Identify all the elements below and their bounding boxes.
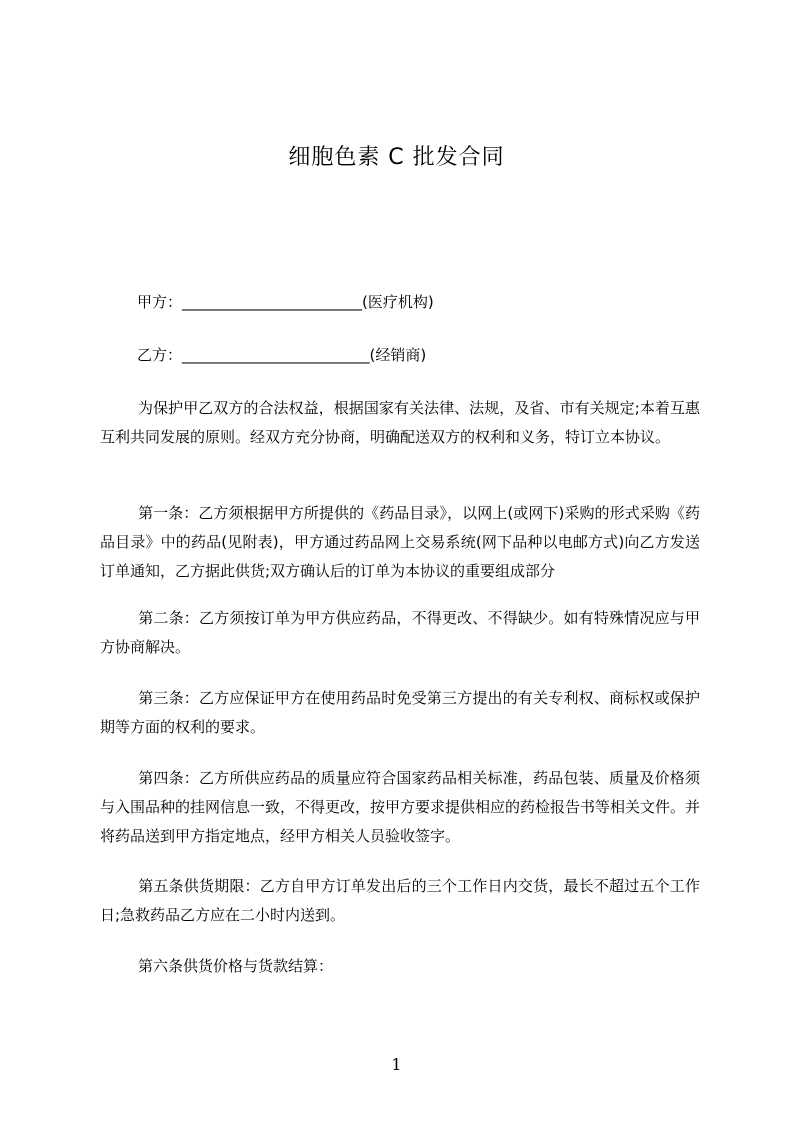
paragraph-article-6 (100, 952, 700, 981)
page-number: 1 (391, 1055, 402, 1074)
paragraph-article-2 (100, 604, 700, 662)
paragraph-text: 第三条：乙方应保证甲方在使用药品时免受第三方提出的有关专利权、商标权或保护期等方面的权利的要求。 (100, 689, 700, 736)
paragraph-text: 为保护甲乙双方的合法权益，根据国家有关法律、法规，及省、市有关规定;本着互惠互利共同发展的原则。经双方充分协商，明确配送双方的权利和义务，特订立本协议。 (100, 399, 700, 446)
paragraph-preamble (100, 394, 700, 452)
paragraph-article-3 (100, 684, 700, 742)
paragraph-text: 第二条：乙方须按订单为甲方供应药品，不得更改、不得缺少。如有特殊情况应与甲方协商解决。 (100, 609, 700, 656)
party-b-line: 乙方：_________________________(经销商) (137, 346, 427, 364)
document-title: 细胞色素 C 批发合同 (288, 145, 505, 170)
paragraph-text: 第五条供货期限：乙方自甲方订单发出后的三个工作日内交货，最长不超过五个工作日;急救药品乙方应在二小时内送到。 (100, 877, 700, 924)
paragraph-text: 第一条：乙方须根据甲方所提供的《药品目录》，以网上(或网下)采购的形式采购《药品目录》中的药品(见附表)，甲方通过药品网上交易系统(网下品种以电邮方式)向乙方发送订单通知，乙方据此供货;双方确认后的订单为本协议的重要组成部分 (100, 504, 700, 580)
paragraph-text: 第六条供货价格与货款结算： (138, 957, 334, 975)
paragraph-article-4 (100, 764, 700, 851)
paragraph-text: 第四条：乙方所供应药品的质量应符合国家药品相关标准，药品包装、质量及价格须与入围品种的挂网信息一致，不得更改，按甲方要求提供相应的药检报告书等相关文件。并将药品送到甲方指定地点，经甲方相关人员验收签字。 (100, 769, 701, 845)
paragraph-article-1 (100, 499, 700, 586)
paragraph-article-5 (100, 872, 700, 930)
party-a-line: 甲方：________________________(医疗机构) (137, 293, 434, 311)
